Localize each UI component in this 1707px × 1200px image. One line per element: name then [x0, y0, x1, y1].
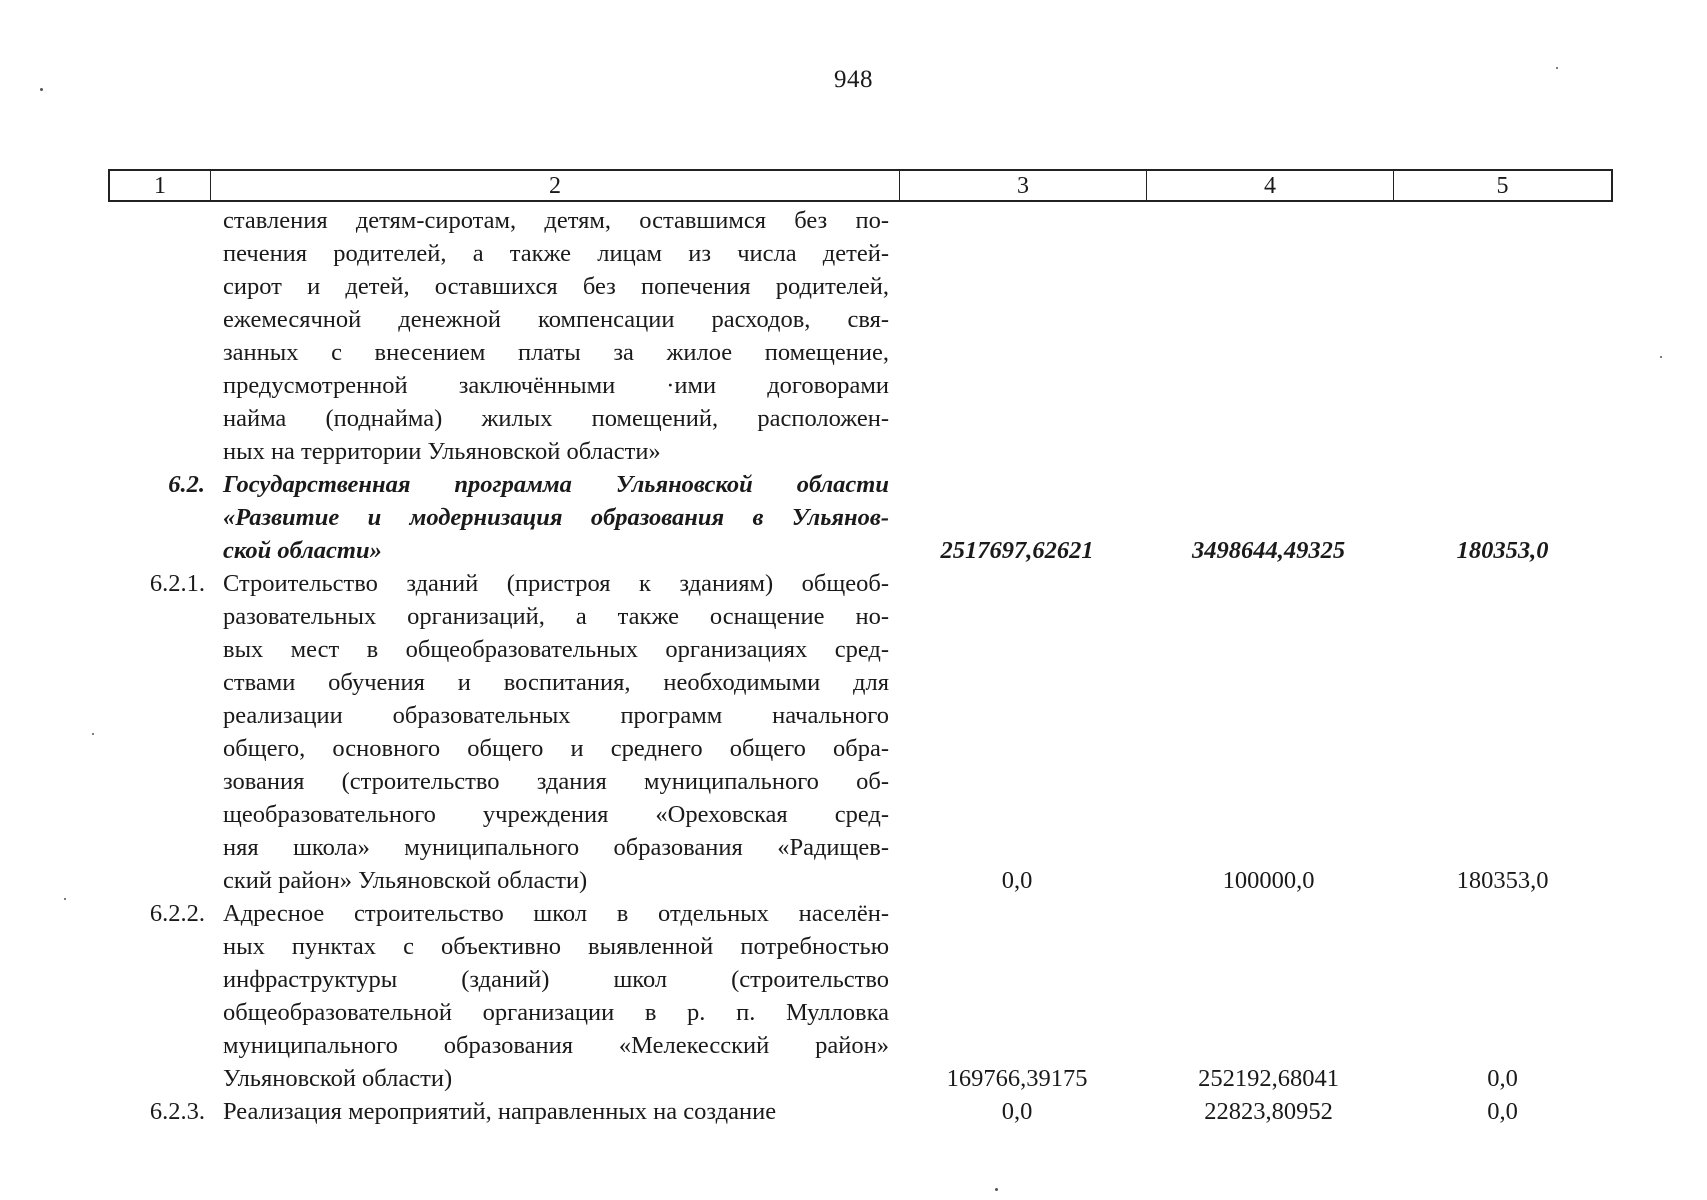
description-line: «Развитие и модернизация образования в Ульянов- [223, 504, 889, 531]
table-header-row [108, 169, 1613, 202]
row-description [209, 468, 889, 567]
description-line: Государственная программа Ульяновской области [223, 471, 889, 498]
row-number: 6.2.1. [149, 570, 205, 597]
row-value-col-3: 0,0 [1001, 1098, 1033, 1125]
row-number: 6.2.2. [149, 900, 205, 927]
table-row [108, 468, 1613, 567]
row-value-col-4: 100000,0 [1222, 867, 1315, 894]
table-body [108, 204, 1613, 1128]
scan-speck [40, 88, 43, 91]
description-line: щеобразовательного учреждения «Ореховская сред- [223, 801, 889, 828]
table-row [108, 204, 1613, 468]
description-line: ский район» Ульяновской области) [223, 867, 588, 894]
description-line: зования (строительство здания муниципального об- [223, 768, 889, 795]
row-value-col-3: 2517697,62621 [940, 537, 1094, 564]
description-line: Реализация мероприятий, направленных на создание [223, 1098, 777, 1125]
row-description [209, 204, 889, 468]
row-number: 6.2. [168, 471, 205, 498]
row-number [108, 204, 209, 468]
row-value-col-5: 180353,0 [1456, 537, 1549, 564]
scan-speck [1660, 356, 1662, 358]
description-line: муниципального образования «Мелекесский район» [223, 1032, 889, 1059]
description-line: вых мест в общеобразовательных организациях сред- [223, 636, 889, 663]
row-value-col-3: 169766,39175 [946, 1065, 1088, 1092]
table-header-col-3: 3 [900, 171, 1147, 200]
scan-speck [995, 1188, 998, 1191]
description-line: ставления детям-сиротам, детям, оставшимся без по- [223, 207, 889, 234]
row-value-col-4: 3498644,49325 [1191, 537, 1346, 564]
description-line: Адресное строительство школ в отдельных населён- [223, 900, 889, 927]
description-line: Строительство зданий (пристроя к зданиям) общеоб- [223, 570, 889, 597]
row-value-col-5: 0,0 [1487, 1098, 1518, 1125]
row-value-col-3: 0,0 [1001, 867, 1033, 894]
table-row [108, 567, 1613, 897]
table-header-col-1: 1 [110, 171, 211, 200]
row-value-col-4: 22823,80952 [1204, 1098, 1333, 1125]
scan-speck [64, 898, 66, 900]
row-number: 6.2.3. [149, 1098, 205, 1125]
scan-speck [92, 733, 94, 735]
description-line: ных на территории Ульяновской области» [223, 438, 661, 465]
description-line: Ульяновской области) [223, 1065, 453, 1092]
table-header-col-4: 4 [1147, 171, 1394, 200]
description-line: занных с внесением платы за жилое помещение, [223, 339, 889, 366]
table-header-col-2: 2 [211, 171, 900, 200]
table-header-col-5: 5 [1496, 173, 1509, 199]
row-description [209, 897, 889, 1095]
description-line: ежемесячной денежной компенсации расходов, свя- [223, 306, 889, 333]
description-line: печения родителей, а также лицам из числа детей- [223, 240, 889, 267]
table-row [108, 1095, 1613, 1128]
row-value-col-4: 252192,68041 [1198, 1065, 1339, 1092]
table-row [108, 897, 1613, 1095]
row-value-col-5: 180353,0 [1456, 867, 1549, 894]
description-line: ствами обучения и воспитания, необходимыми для [223, 669, 889, 696]
row-value-col-5: 0,0 [1487, 1065, 1518, 1092]
description-line: разовательных организаций, а также оснащение но- [223, 603, 889, 630]
description-line: няя школа» муниципального образования «Радищев- [223, 834, 889, 861]
description-line: найма (поднайма) жилых помещений, расположен- [223, 405, 889, 432]
row-description [209, 1095, 889, 1128]
description-line: ской области» [223, 537, 382, 564]
scan-speck [1556, 67, 1558, 69]
description-line: предусмотренной заключёнными ·ими договорами [223, 372, 889, 399]
description-line: общего, основного общего и среднего общего обра- [223, 735, 889, 762]
description-line: реализации образовательных программ начального [223, 702, 889, 729]
description-line: сирот и детей, оставшихся без попечения родителей, [223, 273, 889, 300]
description-line: инфраструктуры (зданий) школ (строительство [223, 966, 889, 993]
row-description [209, 567, 889, 897]
description-line: общеобразовательной организации в р. п. Мулловка [223, 999, 889, 1026]
page-number: 948 [834, 66, 873, 93]
description-line: ных пунктах с объективно выявленной потребностью [223, 933, 889, 960]
